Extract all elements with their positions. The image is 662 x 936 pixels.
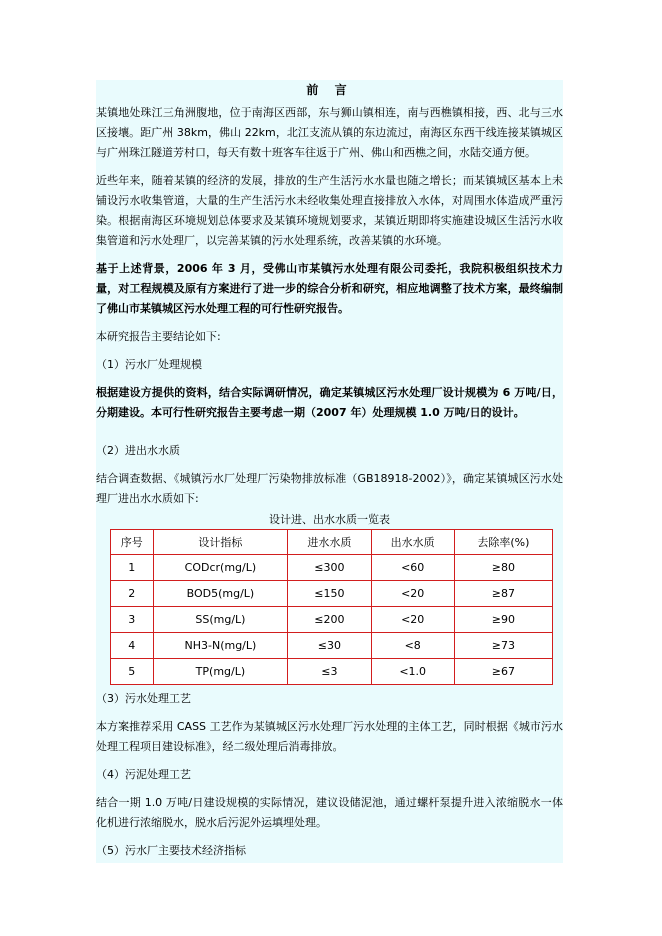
- table-cell: <20: [371, 607, 454, 633]
- scale-paragraph: 根据建设方提供的资料，结合实际调研情况，确定某镇城区污水处理厂设计规模为 6 万吨/日，分期建设。本可行性研究报告主要考虑一期（2007 年）处理规模 1.0 万吨/日的设计。: [96, 386, 563, 419]
- table-cell: 1: [111, 555, 154, 581]
- table-row: [111, 581, 553, 607]
- table-cell: <1.0: [371, 659, 454, 685]
- table-caption: 设计进、出水水质一览表: [269, 513, 390, 526]
- column-header: 进水水质: [288, 530, 371, 555]
- table-header-row: [111, 530, 553, 555]
- section-heading-indicators: （5）污水厂主要技术经济指标: [96, 844, 246, 857]
- table-cell: ≥73: [454, 633, 552, 659]
- table-cell: <8: [371, 633, 454, 659]
- table-row: [111, 659, 553, 685]
- process-paragraph: 本方案推荐采用 CASS 工艺作为某镇城区污水处理厂污水处理的主体工艺，同时根据《城市污水处理工程项目建设标准》，经二级处理后消毒排放。: [96, 720, 563, 753]
- sludge-paragraph: 结合一期 1.0 万吨/日建设规模的实际情况，建议设储泥池，通过螺杆泵提升进入浓缩脱水一体化机进行浓缩脱水，脱水后污泥外运填埋处理。: [96, 796, 563, 829]
- table-cell: <60: [371, 555, 454, 581]
- table-cell: ≤30: [288, 633, 371, 659]
- conclusions-lead: 本研究报告主要结论如下:: [96, 330, 221, 343]
- table-cell: ≤3: [288, 659, 371, 685]
- intro-paragraph-commission: 基于上述背景，2006 年 3 月，受佛山市某镇污水处理有限公司委托，我院积极组织技术力量，对工程规模及原有方案进行了进一步的综合分析和研究，相应地调整了技术方案，最终编制了佛山市某镇城区污水处理工程的可行性研究报告。: [96, 262, 563, 315]
- column-header: 出水水质: [371, 530, 454, 555]
- table-cell: SS(mg/L): [153, 607, 288, 633]
- table-cell: ≤150: [288, 581, 371, 607]
- table-cell: 4: [111, 633, 154, 659]
- page-title: 前 言: [306, 83, 353, 97]
- table-cell: ≥90: [454, 607, 552, 633]
- column-header: 序号: [111, 530, 154, 555]
- table-cell: ≥80: [454, 555, 552, 581]
- column-header: 去除率(%): [454, 530, 552, 555]
- table-cell: NH3-N(mg/L): [153, 633, 288, 659]
- water-quality-table: [110, 529, 553, 685]
- section-heading-sludge: （4）污泥处理工艺: [96, 768, 191, 781]
- section-heading-scale: （1）污水厂处理规模: [96, 358, 202, 371]
- section-heading-process: （3）污水处理工艺: [96, 692, 191, 705]
- column-header: 设计指标: [153, 530, 288, 555]
- table-row: [111, 633, 553, 659]
- intro-paragraph-background: 近些年来，随着某镇的经济的发展，排放的生产生活污水水量也随之增长；而某镇城区基本上未铺设污水收集管道，大量的生产生活污水未经收集处理直接排放入水体，对周围水体造成严重污染。根据南海区环境规划总体要求及某镇环境规划要求，某镇近期即将实施建设城区生活污水收集管道和污水处理厂，以完善某镇的污水处理系统，改善某镇的水环境。: [96, 174, 563, 247]
- table-cell: 5: [111, 659, 154, 685]
- section-heading-water-quality: （2）进出水水质: [96, 444, 180, 457]
- table-row: [111, 555, 553, 581]
- table-cell: <20: [371, 581, 454, 607]
- water-quality-paragraph: 结合调查数据、《城镇污水厂处理厂污染物排放标准（GB18918-2002）》，确定某镇城区污水处理厂进出水水质如下:: [96, 472, 563, 505]
- table-cell: BOD5(mg/L): [153, 581, 288, 607]
- document-body: [96, 80, 563, 863]
- table-cell: ≤300: [288, 555, 371, 581]
- intro-paragraph-location: 某镇地处珠江三角洲腹地，位于南海区西部，东与狮山镇相连，南与西樵镇相接，西、北与三水区接壤。距广州 38km，佛山 22km，北江支流从镇的东边流过，南海区东西干线连接某镇城区与广州珠江隧道芳村口，每天有数十班客车往返于广州、佛山和西樵之间，水陆交通方便。: [96, 106, 563, 159]
- table-cell: TP(mg/L): [153, 659, 288, 685]
- table-cell: ≥67: [454, 659, 552, 685]
- table-cell: 2: [111, 581, 154, 607]
- table-cell: 3: [111, 607, 154, 633]
- table-cell: ≤200: [288, 607, 371, 633]
- table-row: [111, 607, 553, 633]
- table-cell: CODcr(mg/L): [153, 555, 288, 581]
- table-cell: ≥87: [454, 581, 552, 607]
